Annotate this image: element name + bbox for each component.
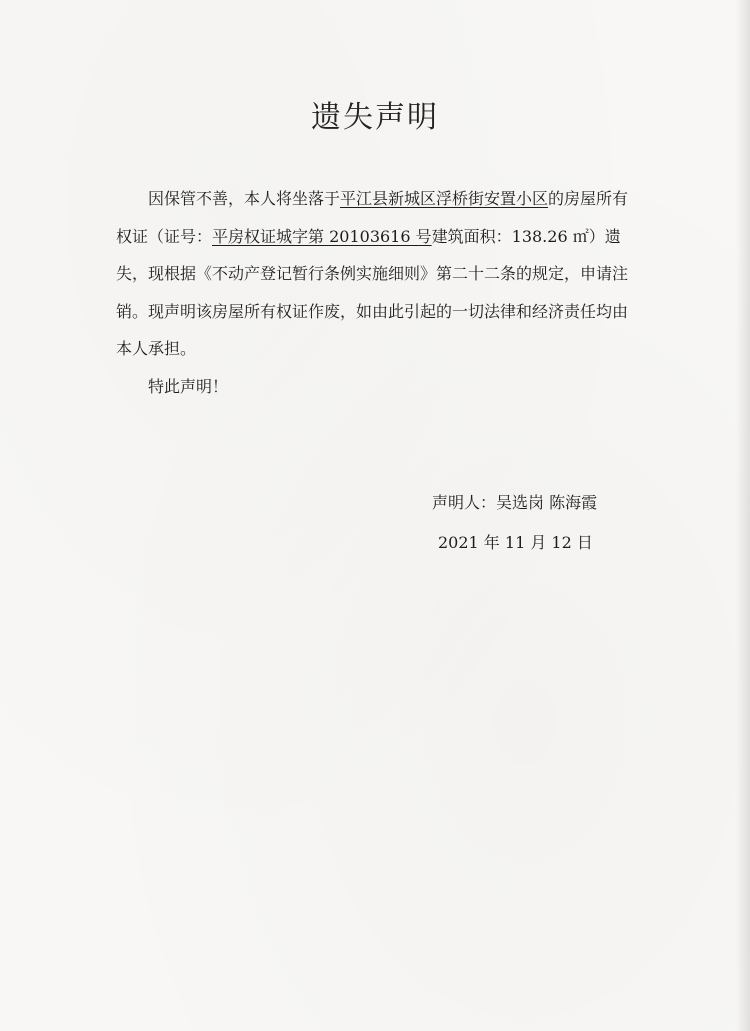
signer-names: 吴选岗 陈海霞 (496, 493, 598, 512)
document-title: 遗失声明 (311, 100, 439, 135)
paragraph-text-2: 的房屋所有权证（证号： (116, 189, 629, 246)
page-edge-shadow (736, 0, 750, 1031)
closing-statement: 特此声明！ (148, 376, 229, 396)
signer-label: 声明人： (432, 493, 497, 512)
statement-date: 2021 年 11 月 12 日 (438, 533, 593, 552)
statement-paragraph (116, 180, 631, 368)
document-body (116, 180, 631, 421)
certificate-number: 平房权证城字第 20103616 号 (212, 226, 432, 246)
signer-line (432, 490, 597, 513)
paragraph-text-3: 建筑面积：138.26 ㎡）遗失，现根据《不动产登记暂行条例实施细则》第二十二条的规定，申请注销。现声明该房屋所有权证作废，如由此引起的一切法律和经济责任均由本人承担。 (116, 226, 629, 358)
property-location: 平江县新城区浮桥街安置小区 (340, 189, 549, 208)
paragraph-text-1: 因保管不善，本人将坐落于 (148, 189, 341, 208)
